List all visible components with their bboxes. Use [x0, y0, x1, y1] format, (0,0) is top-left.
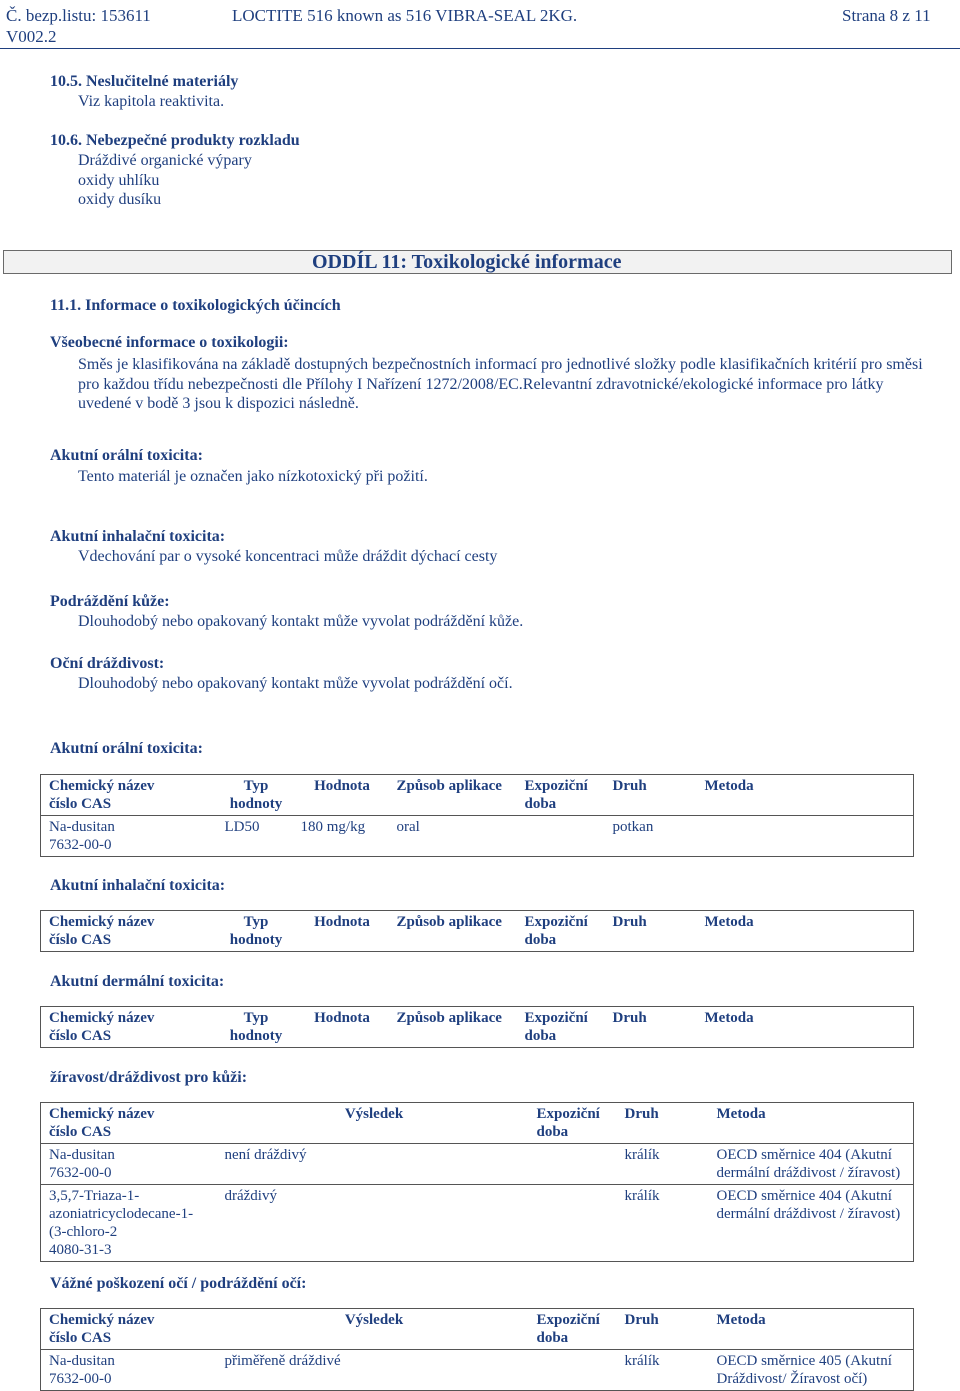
col-species: Druh	[605, 775, 697, 816]
table-dermal-label: Akutní dermální toxicita:	[50, 973, 225, 990]
table-inhal-label: Akutní inhalační toxicita:	[50, 877, 226, 894]
table-header-row: Chemický název číslo CAS Typ hodnoty Hodnota Způsob aplikace Expoziční doba Druh Metoda	[41, 1007, 914, 1048]
table-oral-label: Akutní orální toxicita:	[50, 740, 203, 757]
section-11-1-title: 11.1. Informace o toxikologických účincích	[50, 297, 341, 314]
section-11-title: ODDÍL 11: Toxikologické informace	[312, 251, 622, 273]
col-exp: Expoziční doba	[517, 775, 605, 816]
col-route: Způsob aplikace	[389, 775, 517, 816]
section-10-6-line: oxidy dusíku	[78, 191, 162, 208]
oral-text: Tento materiál je označen jako nízkotoxický při požití.	[78, 468, 428, 485]
table-row: Na-dusitan 7632-00-0 LD50 180 mg/kg oral potkan	[41, 816, 914, 857]
header-rule	[0, 48, 960, 49]
oral-label: Akutní orální toxicita:	[50, 447, 203, 464]
version: V002.2	[6, 27, 57, 46]
table-eye	[40, 1308, 914, 1391]
sheet-number: Č. bezp.listu: 153611	[6, 6, 151, 25]
section-10-6-title: 10.6. Nebezpečné produkty rozkladu	[50, 132, 300, 149]
col-method: Metoda	[697, 775, 914, 816]
eye-label: Oční dráždivost:	[50, 655, 165, 672]
general-label: Všeobecné informace o toxikologii:	[50, 334, 289, 351]
table-header-row: Chemický název číslo CAS Výsledek Expoziční doba Druh Metoda	[41, 1103, 914, 1144]
section-10-6-line: Dráždivé organické výpary	[78, 152, 252, 169]
general-text: Směs je klasifikována na základě dostupných bezpečnostních informací pro jednotlivé složky podle klasifikačních kritérií pro směsi pro každou třídu nebezpečnosti dle Přílohy I Nařízení 1272/2008/EC.Relevantní zdravotnické/ekologické informace pro látky uvedené v bodě 3 jsou k dispozici následně.	[78, 356, 923, 412]
table-eye-label: Vážné poškození očí / podráždění očí:	[50, 1275, 307, 1292]
table-inhal	[40, 910, 914, 952]
table-oral	[40, 774, 914, 857]
table-header-row	[41, 775, 914, 816]
col-value: Hodnota	[293, 775, 389, 816]
inhal-label: Akutní inhalační toxicita:	[50, 528, 226, 545]
table-skin-label: žíravost/dráždivost pro kůži:	[50, 1069, 248, 1086]
table-row: Na-dusitan 7632-00-0 přiměřeně dráždivé králík OECD směrnice 405 (Akutní Dráždivost/ Žíravost očí)	[41, 1350, 914, 1391]
section-10-5-line: Viz kapitola reaktivita.	[78, 93, 225, 110]
page-number: Strana 8 z 11	[842, 6, 931, 25]
table-header-row: Chemický název číslo CAS Typ hodnoty Hodnota Způsob aplikace Expoziční doba Druh Metoda	[41, 911, 914, 952]
col-type: Typ hodnoty	[217, 775, 293, 816]
table-row: Na-dusitan 7632-00-0 není dráždivý králík OECD směrnice 404 (Akutní dermální dráždivost / žíravost)	[41, 1144, 914, 1185]
section-10-6-line: oxidy uhlíku	[78, 172, 160, 189]
inhal-text: Vdechování par o vysoké koncentraci může dráždit dýchací cesty	[78, 548, 498, 565]
skin-label: Podráždění kůže:	[50, 593, 170, 610]
table-dermal	[40, 1006, 914, 1048]
col-chem: Chemický název číslo CAS	[41, 775, 217, 816]
table-skin	[40, 1102, 914, 1262]
product-name: LOCTITE 516 known as 516 VIBRA-SEAL 2KG.	[232, 6, 578, 25]
table-header-row: Chemický název číslo CAS Výsledek Expoziční doba Druh Metoda	[41, 1309, 914, 1350]
section-10-5-title: 10.5. Neslučitelné materiály	[50, 73, 239, 90]
eye-text: Dlouhodobý nebo opakovaný kontakt může vyvolat podráždění očí.	[78, 675, 513, 692]
skin-text: Dlouhodobý nebo opakovaný kontakt může vyvolat podráždění kůže.	[78, 613, 524, 630]
table-row: 3,5,7-Triaza-1- azoniatricyclodecane-1- (3-chloro-2 4080-31-3 dráždivý králík OECD směrnice 404 (Akutní dermální dráždivost / žíravost)	[41, 1185, 914, 1262]
